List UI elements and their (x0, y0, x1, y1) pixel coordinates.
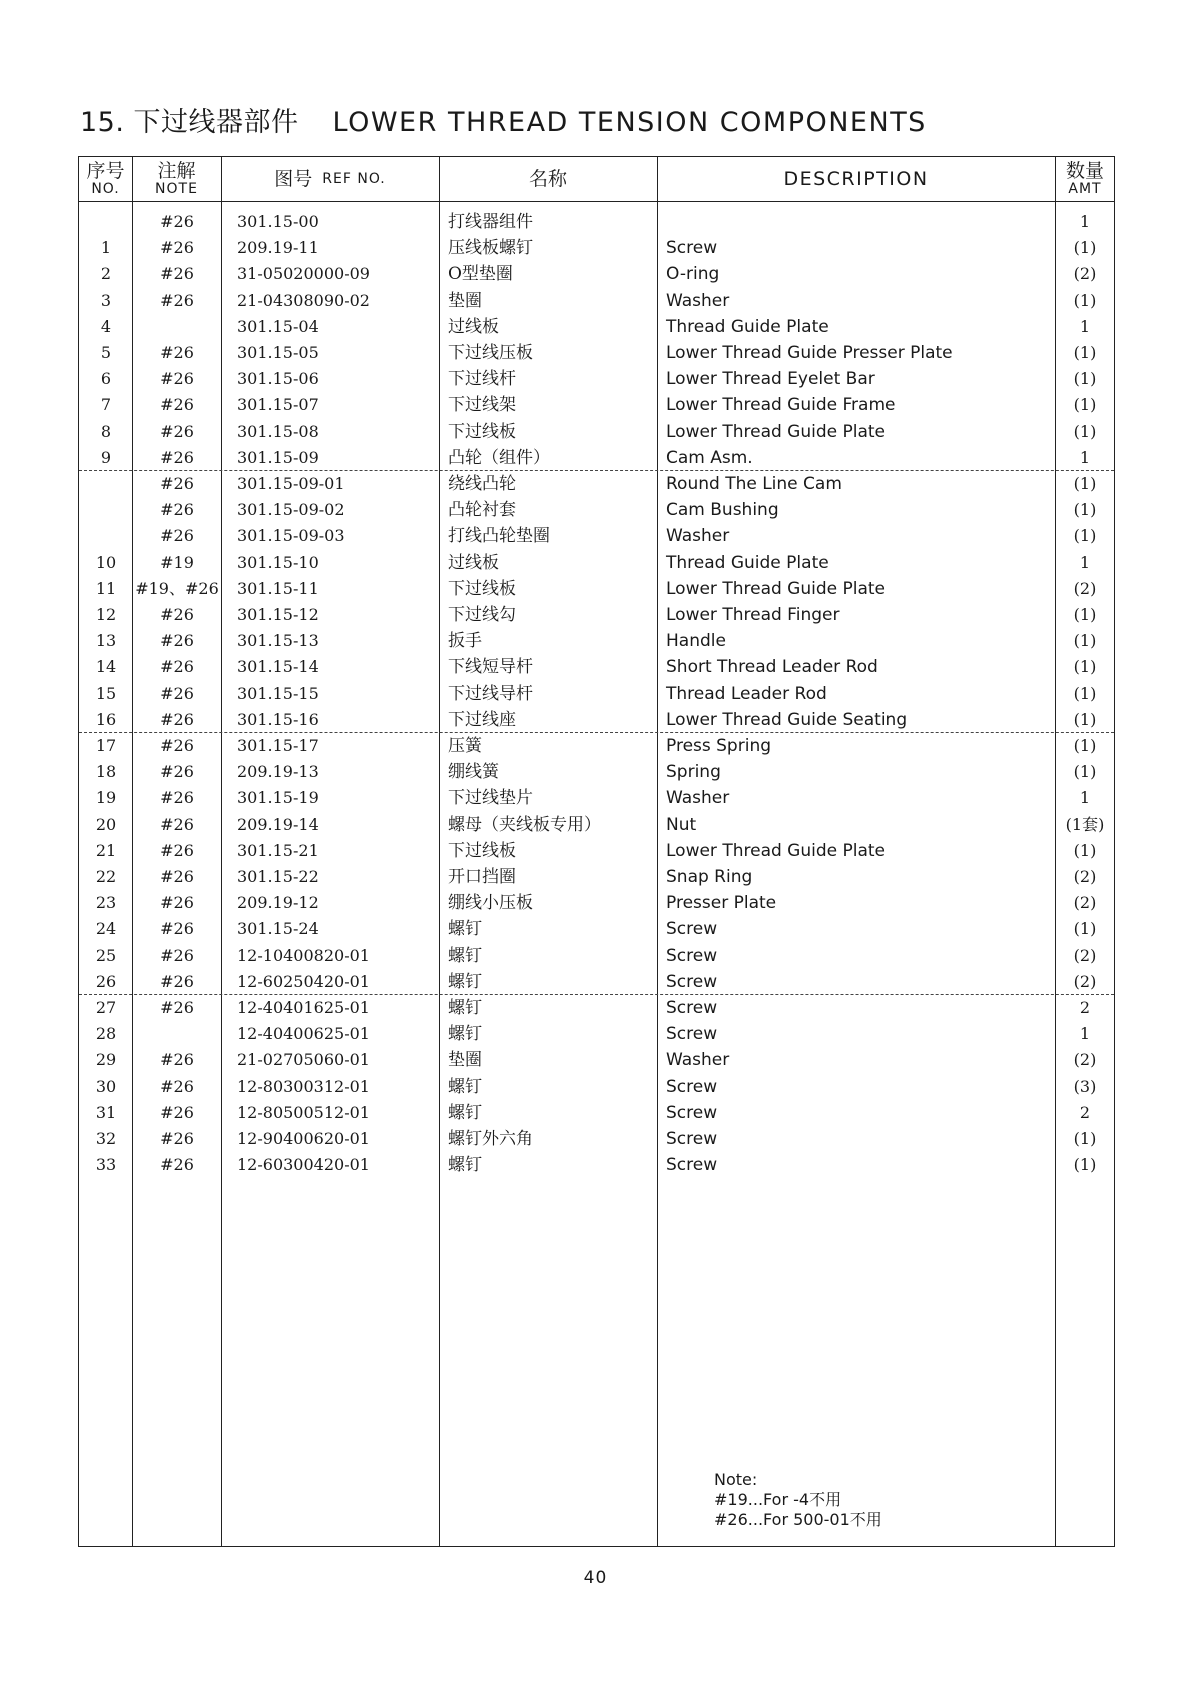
row-ref: 301.15-09-01 (237, 474, 345, 493)
row-name: 螺钉外六角 (448, 1129, 533, 1149)
table-row (79, 366, 1116, 392)
row-name: 螺钉 (448, 1076, 482, 1097)
row-no (79, 209, 133, 235)
row-ref: 209.19-14 (237, 814, 319, 834)
row-description: Handle (666, 631, 726, 652)
row-ref: 301.15-12 (237, 605, 319, 624)
note-line-2: #26...For 500-01不用 (714, 1510, 882, 1529)
row-amt: (1) (1073, 605, 1097, 624)
row-no: 3 (100, 290, 112, 310)
table-row (79, 497, 1116, 523)
row-note: #26 (160, 290, 194, 310)
table-row (79, 1152, 1116, 1178)
row-amt: (1) (1073, 238, 1097, 258)
note-box (714, 1470, 882, 1530)
row-description: Round The Line Cam (666, 474, 842, 494)
row-ref: 12-40400625-01 (237, 1024, 370, 1044)
row-no: 26 (95, 971, 117, 991)
row-ref: 12-60300420-01 (237, 1155, 370, 1175)
row-name: 螺钉 (448, 1155, 482, 1176)
row-description: Washer (666, 788, 730, 809)
row-no: 24 (95, 919, 117, 939)
row-no: 13 (95, 631, 117, 651)
row-ref: 301.15-00 (237, 212, 319, 231)
row-amt: (1) (1073, 657, 1097, 677)
row-no: 30 (95, 1076, 117, 1096)
title-en: LOWER THREAD TENSION COMPONENTS (332, 107, 927, 138)
title-cn: 15. 下过线器部件 (80, 107, 299, 138)
row-note: #26 (160, 736, 194, 755)
row-note: #26 (160, 709, 194, 729)
row-name: 绷线簧 (448, 762, 499, 783)
row-ref: 301.15-09-02 (237, 500, 345, 520)
row-ref: 301.15-07 (237, 395, 319, 415)
row-ref: 12-90400620-01 (237, 1129, 370, 1148)
row-amt: (1) (1073, 526, 1097, 546)
row-amt: 2 (1079, 1102, 1091, 1122)
table-row (79, 314, 1116, 340)
row-ref: 12-40401625-01 (237, 998, 370, 1017)
row-ref: 301.15-04 (237, 316, 319, 336)
row-note: #26 (160, 631, 194, 651)
row-amt: (2) (1073, 971, 1097, 991)
row-name: 下过线垫片 (448, 788, 533, 809)
table-row (79, 1021, 1116, 1047)
row-note: #26 (160, 421, 194, 441)
row-note: #26 (160, 238, 194, 258)
table-row (79, 340, 1116, 366)
row-amt: (1) (1073, 709, 1097, 729)
row-amt: (1) (1073, 736, 1097, 755)
header-ref: 图号 REF NO. (274, 168, 386, 190)
row-no: 18 (95, 762, 117, 782)
row-ref: 301.15-24 (237, 919, 319, 939)
row-no: 29 (95, 1050, 117, 1070)
row-no: 2 (100, 264, 112, 284)
row-description: Short Thread Leader Rod (666, 657, 878, 678)
row-description: Lower Thread Guide Frame (666, 395, 896, 416)
row-no: 17 (95, 736, 117, 755)
row-description: Screw (666, 971, 718, 992)
table-row (79, 890, 1116, 916)
row-note: #26 (160, 1155, 194, 1175)
row-description: Thread Guide Plate (666, 552, 829, 573)
row-name: 螺母（夹线板专用） (448, 814, 601, 835)
row-amt: 2 (1079, 998, 1091, 1017)
row-amt: (1) (1073, 369, 1097, 389)
row-note (133, 314, 221, 340)
table-row (79, 419, 1116, 445)
row-ref: 12-80300312-01 (237, 1076, 370, 1096)
row-amt: 1 (1079, 552, 1091, 572)
row-note: #26 (160, 867, 194, 886)
row-name: 凸轮衬套 (448, 500, 516, 521)
row-note: #26 (160, 1102, 194, 1122)
row-ref: 301.15-06 (237, 369, 319, 389)
table-row (79, 943, 1116, 969)
row-description: Screw (666, 1024, 718, 1045)
table-row (79, 209, 1116, 235)
row-note: #26 (160, 369, 194, 389)
row-amt: (1) (1073, 762, 1097, 782)
row-no (79, 497, 133, 523)
row-amt: 1 (1079, 212, 1091, 231)
row-no: 5 (100, 343, 112, 362)
table-row (79, 288, 1116, 314)
row-ref: 209.19-13 (237, 762, 319, 782)
row-ref: 301.15-09 (237, 447, 319, 467)
row-no: 20 (95, 814, 117, 834)
row-ref: 31-05020000-09 (237, 264, 370, 284)
row-no: 22 (95, 867, 117, 886)
row-amt: (1) (1073, 1129, 1097, 1148)
row-name: 下过线板 (448, 840, 516, 861)
row-name: 下过线压板 (448, 343, 533, 363)
row-amt: 1 (1079, 788, 1091, 808)
row-description: Washer (666, 526, 730, 547)
row-ref: 301.15-16 (237, 709, 319, 729)
row-name: 下线短导杆 (448, 657, 533, 678)
row-name: 绕线凸轮 (448, 474, 516, 494)
row-description: Lower Thread Guide Plate (666, 421, 886, 442)
row-note: #26 (160, 788, 194, 808)
row-no (79, 471, 133, 497)
row-no: 1 (100, 238, 112, 258)
row-description: Lower Thread Eyelet Bar (666, 369, 875, 390)
row-no: 7 (100, 395, 112, 415)
row-ref: 301.15-05 (237, 343, 319, 362)
row-name: 过线板 (448, 316, 499, 337)
row-amt: 1 (1079, 447, 1091, 467)
row-name: 下过线板 (448, 421, 516, 442)
row-no: 14 (95, 657, 117, 677)
row-ref: 301.15-13 (237, 631, 319, 651)
row-description: Thread Leader Rod (666, 683, 827, 704)
row-description: Thread Guide Plate (666, 316, 829, 337)
header-name: 名称 (528, 168, 567, 190)
row-ref: 209.19-12 (237, 893, 319, 913)
table-row (79, 261, 1116, 287)
row-note: #26 (160, 762, 194, 782)
row-ref: 301.15-17 (237, 736, 319, 755)
table-row (79, 838, 1116, 864)
header-no: 序号 NO. (86, 160, 125, 197)
table-row (79, 523, 1116, 549)
row-name: 过线板 (448, 552, 499, 573)
table-row (79, 681, 1116, 707)
row-name: 凸轮（组件） (448, 447, 550, 468)
row-name: 下过线杆 (448, 369, 516, 390)
row-name: 螺钉 (448, 945, 482, 966)
row-no: 31 (95, 1102, 117, 1122)
row-name: 扳手 (448, 631, 482, 652)
row-description: Screw (666, 1155, 718, 1176)
table-row (79, 864, 1116, 890)
note-heading: Note: (714, 1470, 758, 1489)
row-amt: (1) (1073, 474, 1097, 493)
row-no: 15 (95, 683, 117, 703)
row-note: #26 (160, 212, 194, 231)
row-note: #26 (160, 998, 194, 1017)
row-name: 压线板螺钉 (448, 238, 533, 259)
row-no: 23 (95, 893, 117, 913)
row-name: 螺钉 (448, 1024, 482, 1045)
row-description: O-ring (666, 264, 720, 285)
row-note: #26 (160, 945, 194, 965)
table-row (79, 392, 1116, 418)
row-note: #26 (160, 1129, 194, 1148)
row-ref: 12-80500512-01 (237, 1102, 370, 1122)
row-description: Screw (666, 1076, 718, 1097)
row-description: Screw (666, 1102, 718, 1123)
row-ref: 301.15-09-03 (237, 526, 345, 546)
row-note: #26 (160, 1076, 194, 1096)
table-row (79, 1100, 1116, 1126)
row-amt: (1) (1073, 421, 1097, 441)
row-note: #26 (160, 474, 194, 493)
row-description: Cam Asm. (666, 447, 753, 468)
table-row (79, 1126, 1116, 1152)
row-description (666, 209, 1046, 235)
row-amt: (3) (1073, 1076, 1097, 1096)
row-no: 11 (95, 578, 117, 598)
row-name: 绷线小压板 (448, 893, 533, 914)
note-line-1: #19...For -4不用 (714, 1490, 842, 1509)
header-description: DESCRIPTION (783, 168, 929, 190)
row-description: Screw (666, 998, 718, 1018)
row-name: 打线凸轮垫圈 (448, 526, 550, 547)
row-no (79, 523, 133, 549)
row-description: Lower Thread Guide Plate (666, 840, 886, 861)
table-row (79, 654, 1116, 680)
row-description: Screw (666, 1129, 718, 1149)
row-description: Lower Thread Guide Presser Plate (666, 343, 953, 363)
row-note: #26 (160, 447, 194, 467)
row-description: Lower Thread Guide Plate (666, 578, 886, 599)
row-name: 垫圈 (448, 1050, 482, 1071)
table-row (79, 1074, 1116, 1100)
row-note: #26 (160, 395, 194, 415)
row-ref: 301.15-15 (237, 683, 319, 703)
row-name: 下过线勾 (448, 605, 516, 625)
row-amt: (1) (1073, 631, 1097, 651)
row-note: #26 (160, 264, 194, 284)
row-no: 4 (100, 316, 112, 336)
page-title (80, 100, 927, 139)
row-name: 螺钉 (448, 998, 482, 1018)
row-name: 压簧 (448, 736, 482, 756)
row-note: #26 (160, 971, 194, 991)
table-row (79, 707, 1116, 733)
row-name: 螺钉 (448, 1102, 482, 1123)
row-no: 9 (100, 447, 112, 467)
row-note: #26 (160, 919, 194, 939)
table-row (79, 733, 1116, 759)
row-note: #26 (160, 657, 194, 677)
row-description: Spring (666, 762, 721, 783)
row-amt: (2) (1073, 867, 1097, 886)
table-row (79, 785, 1116, 811)
row-note: #26 (160, 683, 194, 703)
row-amt: (2) (1073, 1050, 1097, 1070)
row-name: 垫圈 (448, 290, 482, 311)
row-description: Lower Thread Finger (666, 605, 840, 625)
row-ref: 301.15-14 (237, 657, 319, 677)
parts-table (78, 156, 1115, 1547)
row-name: 打线器组件 (448, 212, 533, 232)
table-row (79, 471, 1116, 497)
row-note: #26 (160, 893, 194, 913)
row-description: Snap Ring (666, 867, 753, 887)
row-ref: 12-60250420-01 (237, 971, 370, 991)
row-amt: (1) (1073, 500, 1097, 520)
row-description: Cam Bushing (666, 500, 779, 521)
row-amt: (1) (1073, 395, 1097, 415)
table-row (79, 550, 1116, 576)
row-amt: (1) (1073, 1155, 1097, 1175)
table-row (79, 576, 1116, 602)
row-note: #19、#26 (135, 578, 219, 598)
row-note: #26 (160, 526, 194, 546)
row-ref: 301.15-19 (237, 788, 319, 808)
row-no: 25 (95, 945, 117, 965)
row-no: 33 (95, 1155, 117, 1175)
row-description: Nut (666, 814, 697, 835)
row-note: #26 (160, 605, 194, 624)
row-no: 12 (95, 605, 117, 624)
row-no: 16 (95, 709, 117, 729)
row-name: 螺钉 (448, 971, 482, 992)
row-ref: 301.15-21 (237, 840, 319, 860)
row-amt: (1) (1073, 290, 1097, 310)
row-amt: (2) (1073, 893, 1097, 913)
row-amt: (1) (1073, 840, 1097, 860)
row-description: Press Spring (666, 736, 772, 756)
table-row (79, 628, 1116, 654)
table-row (79, 602, 1116, 628)
row-note: #26 (160, 814, 194, 834)
row-amt: 1 (1079, 1024, 1091, 1044)
row-note: #26 (160, 500, 194, 520)
row-description: Washer (666, 290, 730, 311)
row-ref: 12-10400820-01 (237, 945, 370, 965)
row-no: 19 (95, 788, 117, 808)
row-no: 8 (100, 421, 112, 441)
row-no: 6 (100, 369, 112, 389)
row-name: 下过线架 (448, 395, 516, 416)
row-no: 28 (95, 1024, 117, 1044)
row-amt: (1套) (1065, 814, 1105, 834)
table-row (79, 969, 1116, 995)
table-row (79, 235, 1116, 261)
row-description: Screw (666, 919, 718, 940)
row-note: #26 (160, 343, 194, 362)
row-description: Screw (666, 238, 718, 259)
row-name: 下过线板 (448, 578, 516, 599)
row-amt: (2) (1073, 945, 1097, 965)
row-no: 32 (95, 1129, 117, 1148)
row-ref: 21-04308090-02 (237, 290, 370, 310)
row-ref: 301.15-08 (237, 421, 319, 441)
header-note: 注解 NOTE (155, 160, 198, 197)
row-no: 21 (95, 840, 117, 860)
row-amt: (1) (1073, 343, 1097, 362)
row-no: 10 (95, 552, 117, 572)
row-note (133, 1021, 221, 1047)
row-description: Lower Thread Guide Seating (666, 709, 908, 730)
row-amt: (2) (1073, 264, 1097, 284)
table-row (79, 916, 1116, 942)
row-name: 开口挡圈 (448, 867, 516, 887)
row-ref: 301.15-22 (237, 867, 319, 886)
row-no: 27 (95, 998, 117, 1017)
row-note: #19 (160, 552, 194, 572)
row-ref: 301.15-10 (237, 552, 319, 572)
table-row (79, 1047, 1116, 1073)
row-amt: (1) (1073, 683, 1097, 703)
page-number: 40 (583, 1568, 608, 1588)
table-row (79, 995, 1116, 1021)
row-amt: (2) (1073, 578, 1097, 598)
row-ref: 209.19-11 (237, 238, 319, 258)
row-ref: 301.15-11 (237, 578, 319, 598)
table-row (79, 759, 1116, 785)
row-description: Presser Plate (666, 893, 777, 914)
row-name: 螺钉 (448, 919, 482, 940)
row-amt: 1 (1079, 316, 1091, 336)
row-description: Washer (666, 1050, 730, 1071)
table-row (79, 445, 1116, 471)
row-name: O型垫圈 (448, 264, 513, 285)
row-ref: 21-02705060-01 (237, 1050, 370, 1070)
row-name: 下过线导杆 (448, 683, 533, 704)
row-note: #26 (160, 840, 194, 860)
row-name: 下过线座 (448, 709, 516, 730)
row-amt: (1) (1073, 919, 1097, 939)
row-note: #26 (160, 1050, 194, 1070)
row-description: Screw (666, 945, 718, 966)
header-amt: 数量 AMT (1065, 160, 1104, 197)
table-row (79, 812, 1116, 838)
